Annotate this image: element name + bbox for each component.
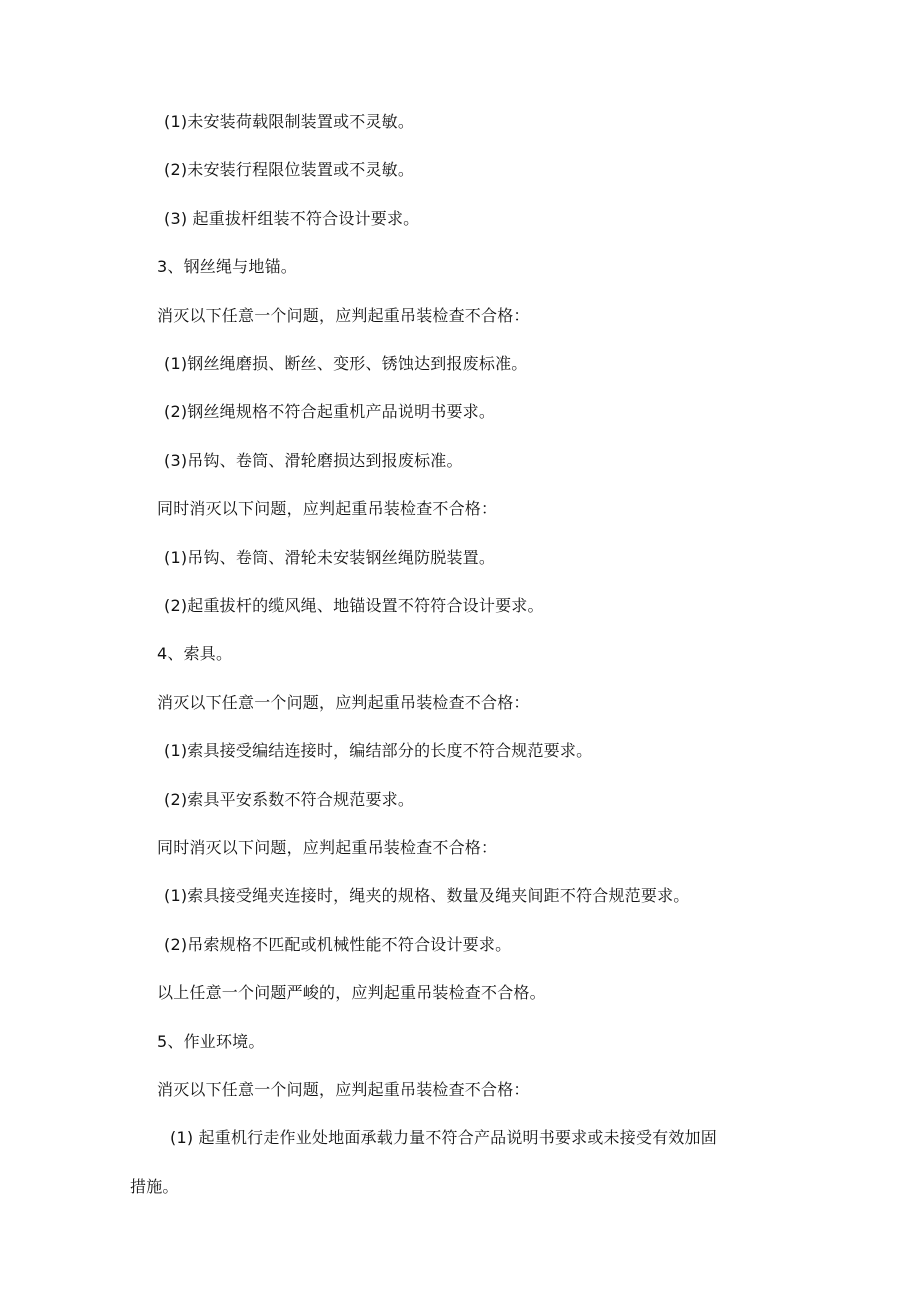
item-sling-mismatch: (2)吊索规格不匹配或机械性能不符合设计要求。	[164, 935, 512, 954]
item-rope-spec: (2)钢丝绳规格不符合起重机产品说明书要求。	[164, 402, 496, 421]
item-guy-rope-anchor: (2)起重拔杆的缆风绳、地锚设置不符符合设计要求。	[164, 596, 544, 615]
criteria-simultaneous-rigging: 同时消灭以下问题，应判起重吊装检查不合格：	[157, 838, 498, 857]
criteria-any-one-rigging: 消灭以下任意一个问题，应判起重吊装检查不合格：	[157, 693, 530, 712]
item-mast-assembly: (3) 起重拔杆组装不符合设计要求。	[164, 209, 420, 228]
criteria-simultaneous: 同时消灭以下问题，应判起重吊装检查不合格：	[157, 499, 498, 518]
section-heading-wire-rope: 3、钢丝绳与地锚。	[157, 257, 297, 276]
item-clip-spec: (1)索具接受绳夹连接时，绳夹的规格、数量及绳夹间距不符合规范要求。	[164, 886, 690, 905]
section-heading-environment: 5、作业环境。	[157, 1032, 265, 1051]
item-ground-bearing: (1) 起重机行走作业处地面承载力量不符合产品说明书要求或未接受有效加固	[170, 1128, 717, 1147]
item-anti-detach: (1)吊钩、卷筒、滑轮未安装钢丝绳防脱装置。	[164, 548, 496, 567]
item-splice-length: (1)索具接受编结连接时，编结部分的长度不符合规范要求。	[164, 741, 593, 760]
item-ground-bearing-cont: 措施。	[130, 1177, 179, 1196]
item-travel-limiter: (2)未安装行程限位装置或不灵敏。	[164, 160, 415, 179]
item-load-limiter: (1)未安装荷载限制装置或不灵敏。	[164, 112, 415, 131]
item-safety-factor: (2)索具平安系数不符合规范要求。	[164, 790, 415, 809]
item-hook-wear: (3)吊钩、卷筒、滑轮磨损达到报废标准。	[164, 451, 463, 470]
criteria-any-one-environment: 消灭以下任意一个问题，应判起重吊装检查不合格：	[157, 1080, 530, 1099]
item-rope-wear: (1)钢丝绳磨损、断丝、变形、锈蚀达到报废标准。	[164, 354, 528, 373]
criteria-any-one: 消灭以下任意一个问题，应判起重吊装检查不合格：	[157, 306, 530, 325]
section-heading-rigging: 4、索具。	[157, 644, 233, 663]
summary-severe: 以上任意一个问题严峻的，应判起重吊装检查不合格。	[157, 983, 546, 1002]
